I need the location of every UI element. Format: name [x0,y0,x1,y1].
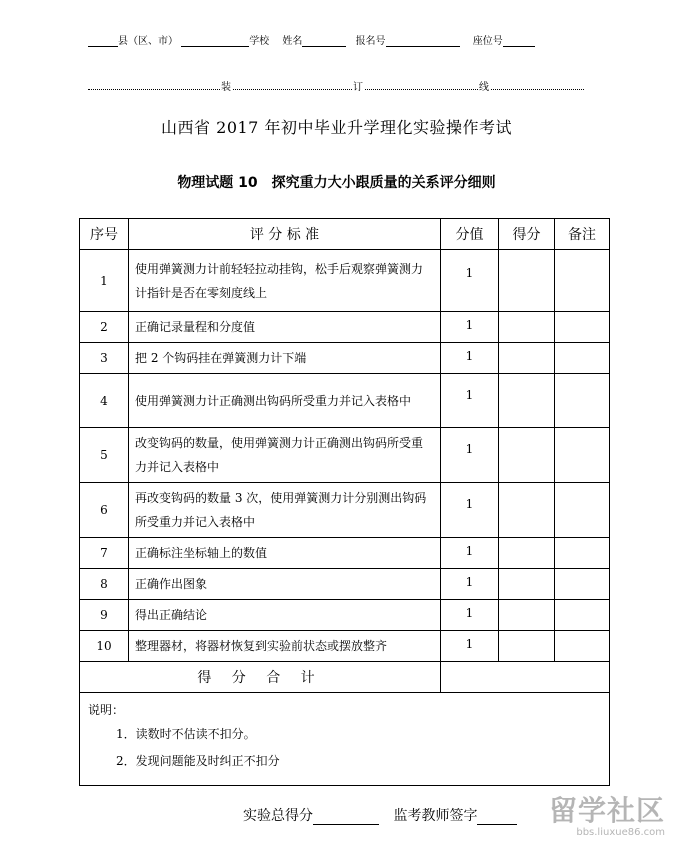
row-points: 1 [441,569,499,600]
name-label: 姓名 [282,36,303,47]
row-criteria: 再改变钩码的数量 3 次，使用弹簧测力计分别测出钩码所受重力并记入表格中 [129,483,441,538]
row-points: 1 [441,343,499,374]
row-number: 5 [80,428,129,483]
table-row [80,538,610,569]
header-criteria: 评 分 标 准 [129,219,441,250]
school-blank[interactable] [181,35,249,47]
table-row [80,374,610,428]
row-remark-cell[interactable] [555,312,610,343]
row-score-cell[interactable] [499,600,555,631]
watermark-logo-text: 留学社区 [548,794,665,827]
row-score-cell[interactable] [499,538,555,569]
row-criteria: 得出正确结论 [129,600,441,631]
notes-title: 说明： [88,703,125,717]
seat-blank[interactable] [503,35,535,47]
exam-subtitle: 物理试题 10 探究重力大小跟质量的关系评分细则 [177,175,496,191]
row-score-cell[interactable] [499,250,555,312]
row-remark-cell[interactable] [555,250,610,312]
school-label: 学校 [249,36,270,47]
row-points: 1 [441,250,499,312]
row-remark-cell[interactable] [555,374,610,428]
county-label: 县（区、市） [118,36,178,47]
table-header-row [80,219,610,250]
row-remark-cell[interactable] [555,428,610,483]
exam-title: 山西省 2017 年初中毕业升学理化实验操作考试 [161,118,512,137]
row-number: 4 [80,374,129,428]
row-criteria: 正确记录量程和分度值 [129,312,441,343]
reg-blank[interactable] [386,35,460,47]
row-number: 3 [80,343,129,374]
row-points: 1 [441,538,499,569]
table-row [80,250,610,312]
row-score-cell[interactable] [499,312,555,343]
table-row [80,569,610,600]
row-remark-cell[interactable] [555,631,610,662]
row-criteria: 正确标注坐标轴上的数值 [129,538,441,569]
row-points: 1 [441,374,499,428]
total-label: 得 分 合 计 [80,662,441,693]
row-remark-cell[interactable] [555,538,610,569]
notes-cell [80,693,610,786]
reg-label: 报名号 [355,36,386,47]
site-watermark [505,795,665,839]
row-points: 1 [441,483,499,538]
teacher-sign-label: 监考教师签字 [393,808,478,824]
row-remark-cell[interactable] [555,483,610,538]
row-criteria: 改变钩码的数量，使用弹簧测力计正确测出钩码所受重力并记入表格中 [129,428,441,483]
row-number: 9 [80,600,129,631]
note-item: 1．读数时不估读不扣分。 [116,727,256,741]
row-criteria: 整理器材，将器材恢复到实验前状态或摆放整齐 [129,631,441,662]
row-criteria: 使用弹簧测力计正确测出钩码所受重力并记入表格中 [129,374,441,428]
row-number: 10 [80,631,129,662]
total-row [80,662,610,693]
notes-row [80,693,610,786]
header-score: 得分 [499,219,555,250]
seat-label: 座位号 [472,36,503,47]
watermark-url: bbs.liuxue86.com [576,827,665,838]
row-score-cell[interactable] [499,569,555,600]
row-score-cell[interactable] [499,631,555,662]
row-remark-cell[interactable] [555,600,610,631]
name-blank[interactable] [302,35,346,47]
header-points: 分值 [441,219,499,250]
row-criteria: 把 2 个钩码挂在弹簧测力计下端 [129,343,441,374]
total-score-label: 实验总得分 [243,808,313,824]
table-row [80,631,610,662]
row-number: 7 [80,538,129,569]
cut-word-3: 线 [478,78,490,93]
candidate-info-line [88,32,535,47]
total-score-blank[interactable] [313,809,379,825]
row-number: 8 [80,569,129,600]
row-score-cell[interactable] [499,374,555,428]
row-points: 1 [441,312,499,343]
binding-cut-line [88,79,584,93]
row-points: 1 [441,428,499,483]
row-criteria: 正确作出图象 [129,569,441,600]
table-row [80,483,610,538]
row-score-cell[interactable] [499,483,555,538]
footer-signature-line [243,805,517,825]
row-remark-cell[interactable] [555,569,610,600]
row-points: 1 [441,600,499,631]
row-remark-cell[interactable] [555,343,610,374]
cut-word-2: 订 [352,78,364,93]
row-score-cell[interactable] [499,428,555,483]
header-no: 序号 [80,219,129,250]
table-row [80,312,610,343]
county-blank[interactable] [88,35,118,47]
row-criteria: 使用弹簧测力计前轻轻拉动挂钩，松手后观察弹簧测力计指针是否在零刻度线上 [129,250,441,312]
scoring-table [79,218,610,786]
row-number: 2 [80,312,129,343]
row-number: 1 [80,250,129,312]
table-row [80,600,610,631]
table-row [80,428,610,483]
row-points: 1 [441,631,499,662]
header-remark: 备注 [555,219,610,250]
table-row [80,343,610,374]
row-score-cell[interactable] [499,343,555,374]
row-number: 6 [80,483,129,538]
note-item: 2．发现问题能及时纠正不扣分 [116,754,280,768]
cut-word-1: 装 [220,78,232,93]
total-score-cell[interactable] [441,662,610,693]
